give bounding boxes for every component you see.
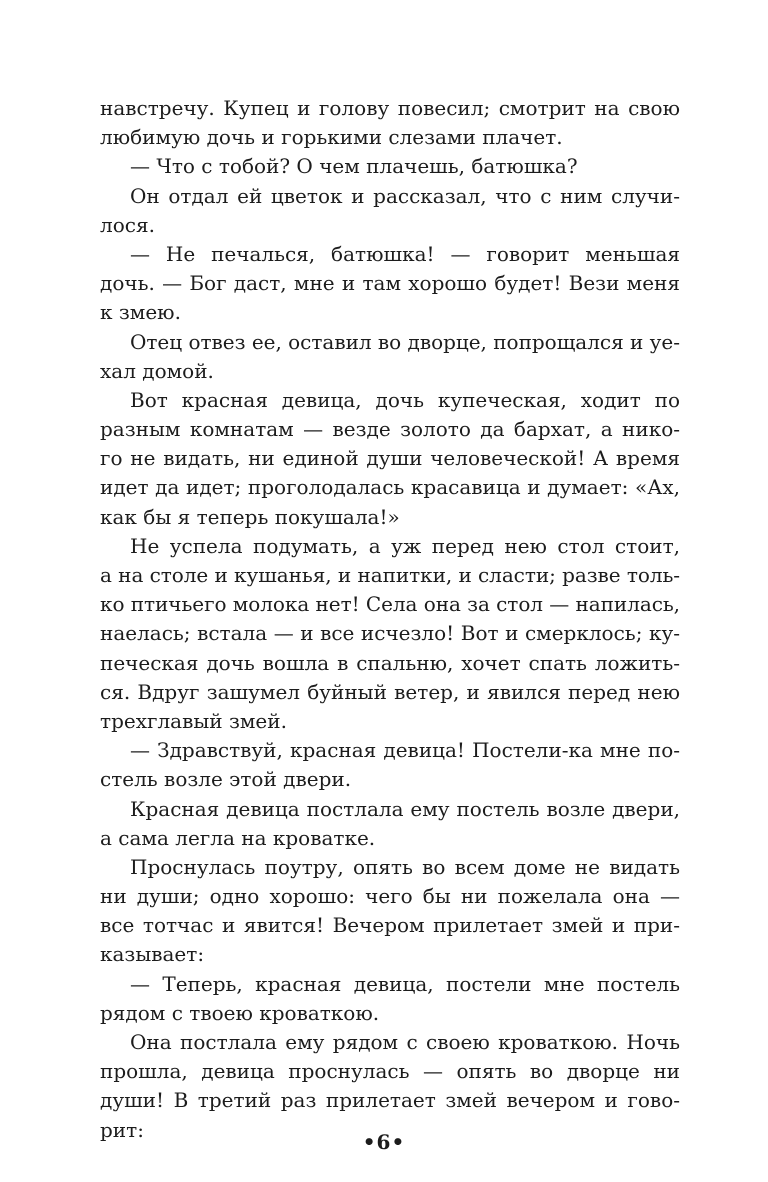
text-line: ко птичьего молока нет! Села она за стол — напилась, [100,592,680,617]
text-line: хал домой. [100,358,214,383]
text-line: Красная девица постлала ему постель возле двери, [130,796,680,821]
text-line: — Что с тобой? О чем плачешь, батюшка? [130,154,578,179]
text-line: ни души; одно хорошо: чего бы ни пожелала она — [100,884,680,909]
text-line: дочь. — Бог даст, мне и там хорошо будет! Вези меня [100,271,680,296]
body-text [100,94,680,1145]
text-line: все тотчас и явится! Вечером прилетает змей и при- [100,913,680,938]
text-line: лося. [100,212,155,237]
text-line: идет да идет; проголодалась красавица и думает: «Ах, [100,475,680,500]
text-line: — Теперь, красная девица, постели мне постель [130,971,680,996]
text-line: Проснулась поутру, опять во всем доме не видать [130,854,680,879]
text-line: Она постлала ему рядом с своею кроваткою. Ночь [130,1030,680,1054]
text-line: Не успела подумать, а уж перед нею стол стоит, [130,533,680,558]
text-line: ся. Вдруг зашумел буйный ветер, и явился перед нею [100,679,680,704]
text-line: трехглавый змей. [100,708,287,733]
text-line: наелась; встала — и все исчезло! Вот и смерклось; ку- [100,621,680,646]
text-line: го не видать, ни единой души человеческой! А время [100,446,680,471]
text-line: рит: [100,1117,144,1142]
text-line: стель возле этой двери. [100,767,352,792]
text-line: разным комнатам — везде золото да бархат, а нико- [100,417,680,442]
text-line: — Здравствуй, красная девица! Постели-ка мне по- [130,738,680,763]
text-line: Вот красная девица, дочь купеческая, ходит по [130,387,680,412]
text-line: а на столе и кушанья, и напитки, и сласти; разве толь- [100,563,681,587]
text-line: казывает: [100,942,205,967]
text-line: рядом с твоею кроваткою. [100,1000,380,1025]
text-line: — Не печалься, батюшка! — говорит меньшая [130,241,680,266]
text-line: любимую дочь и горькими слезами плачет. [100,125,563,150]
text-line: навстречу. Купец и голову повесил; смотрит на свою [100,96,680,120]
text-line: прошла, девица проснулась — опять во дворце ни [100,1059,680,1084]
text-line: печеская дочь вошла в спальню, хочет спать ложить- [100,650,680,675]
page-number: •6• [362,1130,406,1154]
text-line: а сама легла на кроватке. [100,825,376,850]
text-line: к змею. [100,300,181,325]
text-line: Он отдал ей цветок и рассказал, что с ним случи- [130,183,680,208]
text-line: Отец отвез ее, оставил во дворце, попрощался и уе- [130,329,680,354]
text-line: как бы я теперь покушала!» [100,504,400,529]
text-line: души! В третий раз прилетает змей вечером и гово- [100,1088,680,1113]
